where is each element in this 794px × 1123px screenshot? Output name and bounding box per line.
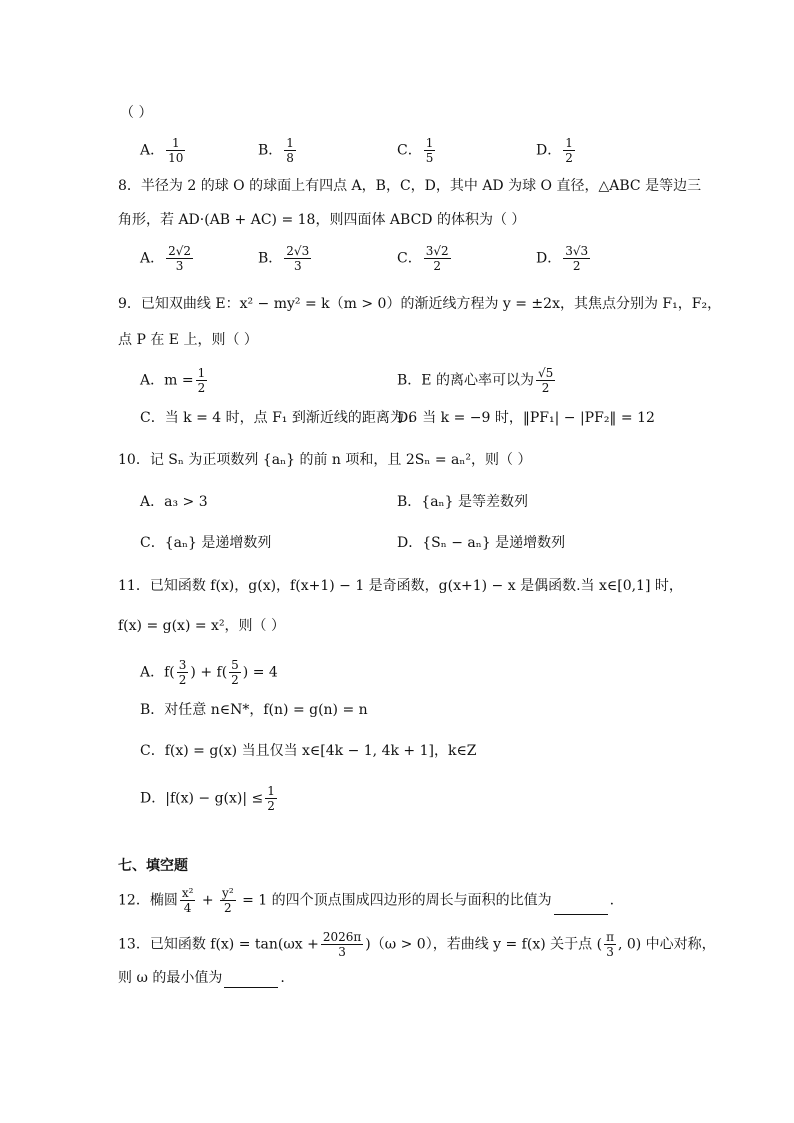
numerator: 2√2: [168, 244, 192, 258]
q9-option-d: D．当 k = −9 时，‖PF₁| − |PF₂‖ = 12: [397, 410, 655, 426]
q7-option-b-fraction: [284, 136, 296, 165]
q8-option-c: [397, 244, 453, 273]
q13-fraction-point: [604, 930, 616, 959]
q8-option-b: [258, 244, 313, 273]
q13-stem-line2: [118, 968, 285, 988]
q11-option-d-prefix: D．|f(x) − g(x)| ≤: [140, 790, 264, 807]
q11-option-a-fraction-1: [177, 658, 189, 687]
denominator: 2: [572, 259, 581, 273]
q10-stem: 10．记 Sₙ 为正项数列 {aₙ} 的前 n 项和，且 2Sₙ = aₙ²，则（ ）: [118, 452, 532, 468]
q11-option-a-prefix: A．f: [140, 664, 170, 681]
q13-line2-text: 则 ω 的最小值为: [118, 970, 223, 986]
q8-option-c-fraction: [424, 244, 451, 273]
q8-stem-line1: 8．半径为 2 的球 O 的球面上有四点 A，B，C，D，其中 AD 为球 O 直径，△ABC 是等边三: [118, 178, 702, 194]
open-paren: (: [169, 664, 175, 681]
q8-option-c-label: C．: [397, 250, 422, 267]
denominator: 2: [267, 799, 275, 813]
q8-option-d-label: D．: [536, 250, 562, 267]
q11-option-c: C．f(x) = g(x) 当且仅当 x∈[4k − 1, 4k + 1]，k∈Z: [140, 743, 477, 759]
q10-option-b: B．{aₙ} 是等差数列: [397, 494, 528, 510]
q10-option-a: A．a₃ > 3: [140, 494, 208, 510]
q7-option-b: [258, 136, 298, 165]
denominator: 2: [541, 381, 550, 395]
numerator: 3√2: [425, 244, 449, 258]
q8-option-d: [536, 244, 592, 273]
numerator: √5: [537, 366, 554, 380]
denominator: 3: [606, 945, 614, 959]
q12-end: .: [609, 892, 615, 909]
q8-option-d-fraction: [563, 244, 590, 273]
numerator: 2026π: [322, 930, 362, 944]
q13-end: .: [280, 970, 285, 986]
answer-blank[interactable]: [224, 973, 278, 988]
q8-option-a-label: A．: [140, 250, 165, 267]
numerator: 1: [267, 784, 275, 798]
open-paren: (: [221, 664, 228, 681]
q13-stem-line1: [118, 930, 716, 959]
denominator: 5: [425, 151, 434, 165]
denominator: 10: [168, 151, 184, 165]
numerator: y²: [222, 886, 234, 900]
q7-option-a-label: A．: [140, 142, 165, 159]
numerator: 1: [197, 366, 206, 380]
q9-option-b-fraction: [536, 366, 555, 395]
q9-stem-line1: 9．已知双曲线 E：x² − my² = k（m > 0）的渐近线方程为 y = ±2x，其焦点分别为 F₁，F₂，: [118, 296, 722, 312]
q9-option-a-label: A．m =: [140, 372, 194, 389]
q9-option-b: [397, 366, 557, 395]
section-heading: 七、填空题: [118, 858, 188, 874]
numerator: 1: [286, 136, 294, 150]
q9-option-c: C．当 k = 4 时，点 F₁ 到渐近线的距离为 6: [140, 410, 418, 426]
q8-option-a: [140, 244, 195, 273]
numerator: 2√3: [286, 244, 310, 258]
denominator: 2: [197, 381, 206, 395]
denominator: 2: [224, 901, 232, 915]
numerator: 1: [425, 136, 434, 150]
q7-option-a-fraction: [166, 136, 185, 165]
answer-blank[interactable]: [554, 900, 608, 915]
q7-option-d-label: D．: [536, 142, 562, 159]
q8-option-b-label: B．: [258, 250, 283, 267]
q12-stem: [118, 886, 614, 915]
q9-option-a-fraction: [196, 366, 208, 395]
q11-option-a-fraction-2: [229, 658, 241, 687]
q13-fraction-phase: [321, 930, 363, 959]
q7-option-c: [397, 136, 437, 165]
q7-option-b-label: B．: [258, 142, 283, 159]
denominator: 2: [565, 151, 573, 165]
q11-option-d-fraction: [265, 784, 277, 813]
q12-prefix: 12．椭圆: [118, 892, 178, 909]
denominator: 3: [293, 259, 302, 273]
numerator: 5: [231, 658, 239, 672]
q11-option-a-mid: + f: [195, 664, 222, 681]
q7-option-c-label: C．: [397, 142, 422, 159]
q12-fraction-y: [220, 886, 236, 915]
denominator: 3: [175, 259, 184, 273]
close-paren: ): [242, 664, 249, 681]
numerator: 3√3: [565, 244, 589, 258]
q7-option-d-fraction: [563, 136, 575, 165]
q9-option-b-label: B．E 的离心率可以为: [397, 372, 534, 389]
q12-fraction-x: [180, 886, 196, 915]
q11-option-a-post: = 4: [248, 664, 278, 681]
q11-option-a: [140, 658, 278, 687]
q12-plus: +: [197, 892, 219, 909]
q7-option-d: [536, 136, 577, 165]
q11-option-b: B．对任意 n∈N*，f(n) = g(n) = n: [140, 702, 368, 718]
q13-mid2: , 0) 中心对称，: [617, 936, 716, 953]
q11-stem-line1: 11．已知函数 f(x)，g(x)，f(x+1) − 1 是奇函数，g(x+1) − x 是偶函数.当 x∈[0,1] 时，: [118, 578, 683, 594]
q10-option-c: C．{aₙ} 是递增数列: [140, 535, 272, 551]
q9-option-a: [140, 366, 209, 395]
numerator: 3: [178, 658, 187, 672]
q7-option-c-fraction: [424, 136, 436, 165]
denominator: 2: [178, 673, 187, 687]
numerator: π: [606, 930, 614, 944]
denominator: 2: [231, 673, 239, 687]
q11-stem-line2: f(x) = g(x) = x²，则（ ）: [118, 618, 286, 634]
q9-stem-line2: 点 P 在 E 上，则（ ）: [118, 332, 258, 348]
numerator: 1: [166, 136, 185, 151]
denominator: 4: [183, 901, 192, 915]
q13-mid: )（ω > 0），若曲线 y = f(x) 关于点 (: [365, 936, 603, 953]
q10-option-d: D．{Sₙ − aₙ} 是递增数列: [397, 535, 566, 551]
q13-prefix: 13．已知函数 f(x) = tan(ωx +: [118, 936, 319, 953]
denominator: 8: [286, 151, 294, 165]
question-answer-paren: （ ）: [120, 105, 153, 121]
q7-option-a: [140, 136, 187, 165]
q11-option-d: [140, 784, 279, 813]
numerator: x²: [181, 886, 194, 900]
q8-option-a-fraction: [166, 244, 193, 273]
numerator: 1: [565, 136, 573, 150]
close-paren: ): [190, 664, 196, 681]
q8-option-b-fraction: [284, 244, 311, 273]
denominator: 3: [338, 945, 346, 959]
q12-post: = 1 的四个顶点围成四边形的周长与面积的比值为: [237, 892, 552, 909]
denominator: 2: [433, 259, 441, 273]
q8-stem-line2: 角形，若 AD·(AB + AC) = 18，则四面体 ABCD 的体积为（ ）: [118, 212, 526, 228]
